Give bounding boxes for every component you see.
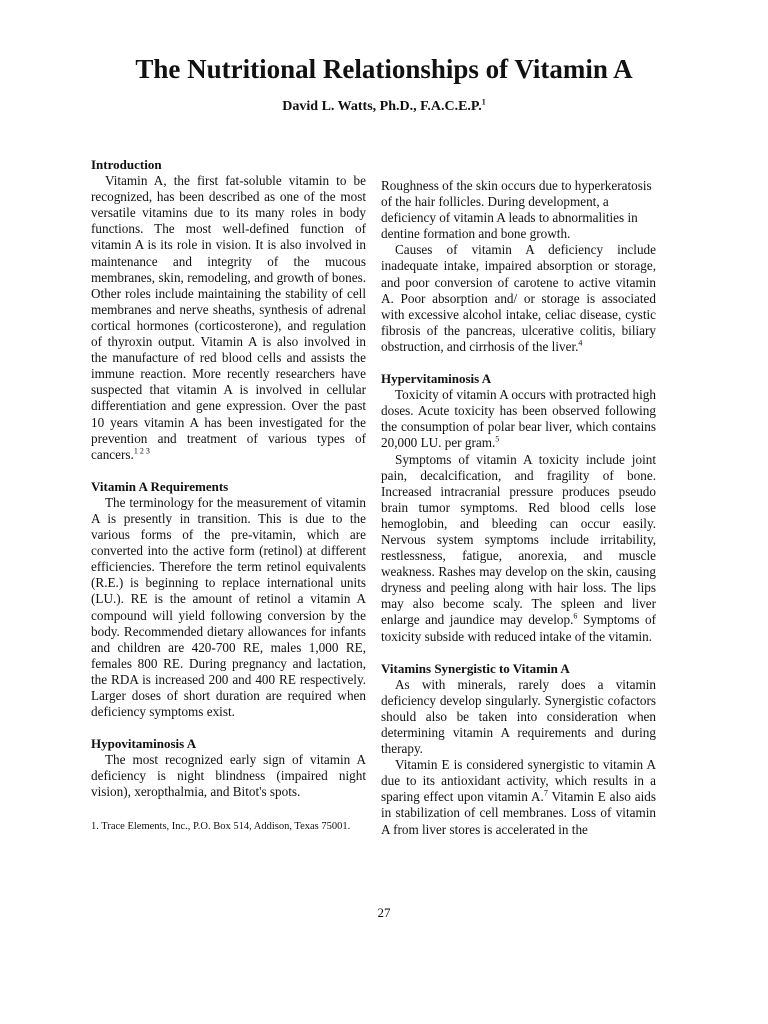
- synergistic-paragraph: As with minerals, rarely does a vitamin deficiency develop singularly. Synergistic cofactors should also be taken into consideration when determining vitamin A requirements and during therapy.: [381, 676, 656, 757]
- skin-roughness-paragraph: Roughness of the skin occurs due to hyperkeratosis of the hair follicles. During development, a deficiency of vitamin A leads to abnormalities in dentine formation and bone growth.: [381, 178, 652, 242]
- citation-ref: 5: [495, 435, 500, 445]
- citation-ref: 7: [543, 788, 548, 798]
- author-line: [0, 98, 768, 116]
- introduction-paragraph: Vitamin A, the first fat-soluble vitamin to be recognized, has been described as one of the most versatile vitamins due to its many roles in body functions. The most well-defined function of vitamin A is its role in vision. It is also involved in maintenance and integrity of the mucous membranes, skin, remodeling, and growth of bones. Other roles include maintaining the stability of cell membranes and nerve sheaths, synthesis of adrenal cortical hormones (corticosterone), and regulation of thyroxin output. Vitamin A is also involved in the manufacture of red blood cells and assists the immune reaction. More recently researchers have suspected that vitamin A is involved in cellular differentiation and gene expression. Over the past 10 years vitamin A has been investigated for the prevention and treatment of various types of cancers.$^{1 2 3}$: [91, 173, 366, 462]
- page-number: 27: [377, 905, 391, 920]
- footnote: 1. Trace Elements, Inc., P.O. Box 514, Addison, Texas 75001.: [91, 820, 351, 832]
- section-heading-synergistic: Vitamins Synergistic to Vitamin A: [381, 660, 570, 676]
- deficiency-causes-paragraph: Causes of vitamin A deficiency include inadequate intake, impaired absorption or storage, and poor conversion of carotene to active vitamin A. Poor absorption and/ or storage is associated with excessive alcohol intake, celiac disease, cystic fibrosis of the pancreas, ulcerative colitis, biliary obstruction, and cirrhosis of the liver.$^4$: [381, 242, 656, 354]
- citation-ref: 6: [573, 612, 578, 622]
- section-heading-requirements: Vitamin A Requirements: [91, 478, 229, 494]
- toxicity-paragraph: Toxicity of vitamin A occurs with protracted high doses. Acute toxicity has been observed following the consumption of polar bear liver, which contains 20,000 LU. per gram.$^5$: [381, 387, 656, 451]
- left-column: [91, 157, 366, 834]
- right-column: [381, 178, 656, 838]
- requirements-paragraph: The terminology for the measurement of vitamin A is presently in transition. This is due to the various forms of the pre-vitamin, which are converted into the active form (retinol) at different efficiencies. Therefore the term retinol equivalents (R.E.) is beginning to replace international units (LU.). RE is the amount of retinol a vitamin A compound will yield following conversion by the body. Recommended dietary allowances for infants and children are 420-700 RE, males 1,000 RE, females 800 RE. During pregnancy and lactation, the RDA is increased 200 and 400 RE respectively. Larger doses of short duration are required when deficiency symptoms exist.: [91, 494, 366, 720]
- author-footnote-marker: 1: [481, 97, 486, 107]
- toxicity-symptoms-paragraph: Symptoms of vitamin A toxicity include joint pain, decalcification, and fragility of bone. Increased intracranial pressure produces pseudo brain tumor symptoms. Red blood cells lose hemoglobin, and bleeding can occur easily. Nervous system symptoms include irritability, restlessness, fatigue, anorexia, and muscle weakness. Rashes may develop on the skin, causing dryness and peeling along with hair loss. The lips may also become scaly. The spleen and liver enlarge and jaundice may develop.$^6$ Symptoms of toxicity subside with reduced intake of the vitamin.: [381, 451, 656, 644]
- vitamin-e-paragraph: Vitamin E is considered synergistic to vitamin A due to its antioxidant activity, which results in a sparing effect upon vitamin A.$^7$ Vitamin E also aids in stabilization of cell membranes. Loss of vitamin A from liver stores is accelerated in the: [381, 757, 656, 837]
- citation-refs: 1 2 3: [133, 446, 150, 456]
- section-heading-hypervitaminosis: Hypervitaminosis A: [381, 371, 492, 387]
- article-title: The Nutritional Relationships of Vitamin A: [135, 54, 633, 84]
- section-heading-hypovitaminosis: Hypovitaminosis A: [91, 736, 197, 752]
- section-heading-introduction: Introduction: [91, 157, 162, 172]
- hypovitaminosis-paragraph: The most recognized early sign of vitamin A deficiency is night blindness (impaired night vision), xeropthalmia, and Bitot's spots.: [91, 752, 366, 800]
- author-name: David L. Watts, Ph.D., F.A.C.E.P.: [282, 99, 482, 114]
- citation-ref: 4: [578, 338, 583, 348]
